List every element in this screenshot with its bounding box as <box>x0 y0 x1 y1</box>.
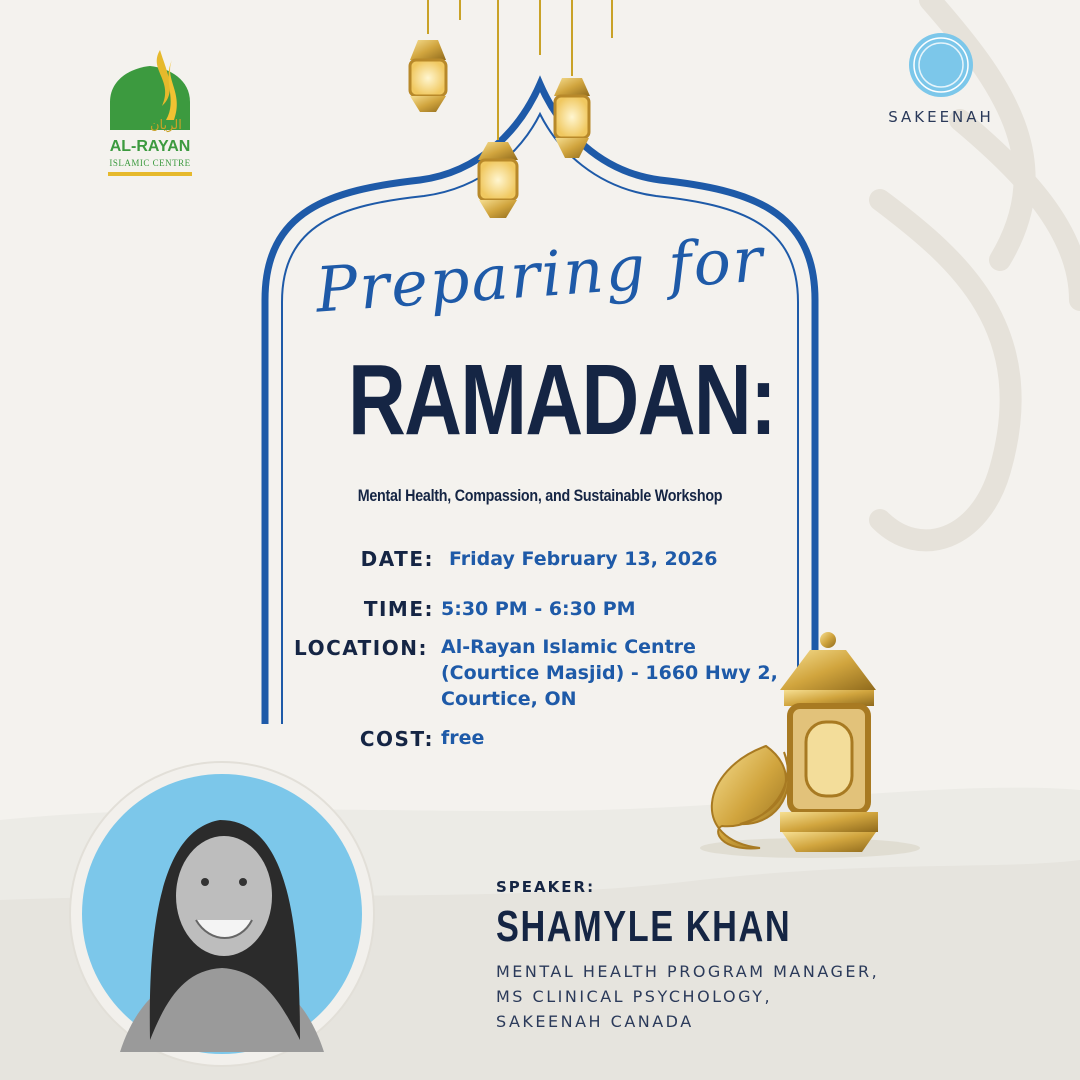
time-value: 5:30 PM - 6:30 PM <box>441 598 636 620</box>
logo-underline <box>108 172 192 176</box>
logo-arabic-text: الريان <box>150 118 182 133</box>
lantern-icon <box>554 78 590 158</box>
crescent-icon <box>452 18 472 39</box>
date-value: Friday February 13, 2026 <box>449 548 718 570</box>
lantern-icon <box>410 40 446 112</box>
sakeenah-logo-text: SAKEENAH <box>888 108 994 126</box>
logo-name-text: AL-RAYAN <box>109 138 191 155</box>
page-subtitle: Mental Health, Compassion, and Sustainable Workshop <box>357 486 723 505</box>
speaker-role-line-1: MENTAL HEALTH PROGRAM MANAGER, <box>496 962 880 981</box>
lantern-icon <box>478 142 518 218</box>
page-title: RAMADAN: <box>348 344 776 456</box>
speaker-name: SHAMYLE KHAN <box>496 902 792 951</box>
sakeenah-logo <box>906 30 976 100</box>
location-line-2: (Courtice Masjid) - 1660 Hwy 2, <box>441 662 778 684</box>
cost-label: COST: <box>359 727 434 751</box>
circle-logo-icon <box>906 30 976 100</box>
location-line-3: Courtice, ON <box>441 688 577 710</box>
speaker-label: SPEAKER: <box>496 878 596 896</box>
location-line-1: Al-Rayan Islamic Centre <box>441 636 696 658</box>
logo-subtitle-text: ISLAMIC CENTRE <box>109 158 191 168</box>
speaker-photo <box>70 762 374 1066</box>
time-label: TIME: <box>363 597 434 621</box>
crescent-icon <box>534 54 556 77</box>
speaker-role-line-3: SAKEENAH CANADA <box>496 1012 694 1031</box>
crescent-icon <box>608 36 628 57</box>
date-label: DATE: <box>360 547 434 571</box>
speaker-role-line-2: MS CLINICAL PSYCHOLOGY, <box>496 987 773 1006</box>
location-label: LOCATION: <box>294 636 428 660</box>
hanging-lanterns <box>410 0 628 218</box>
title-script: Preparing for <box>313 222 767 327</box>
cost-value: free <box>441 727 485 749</box>
